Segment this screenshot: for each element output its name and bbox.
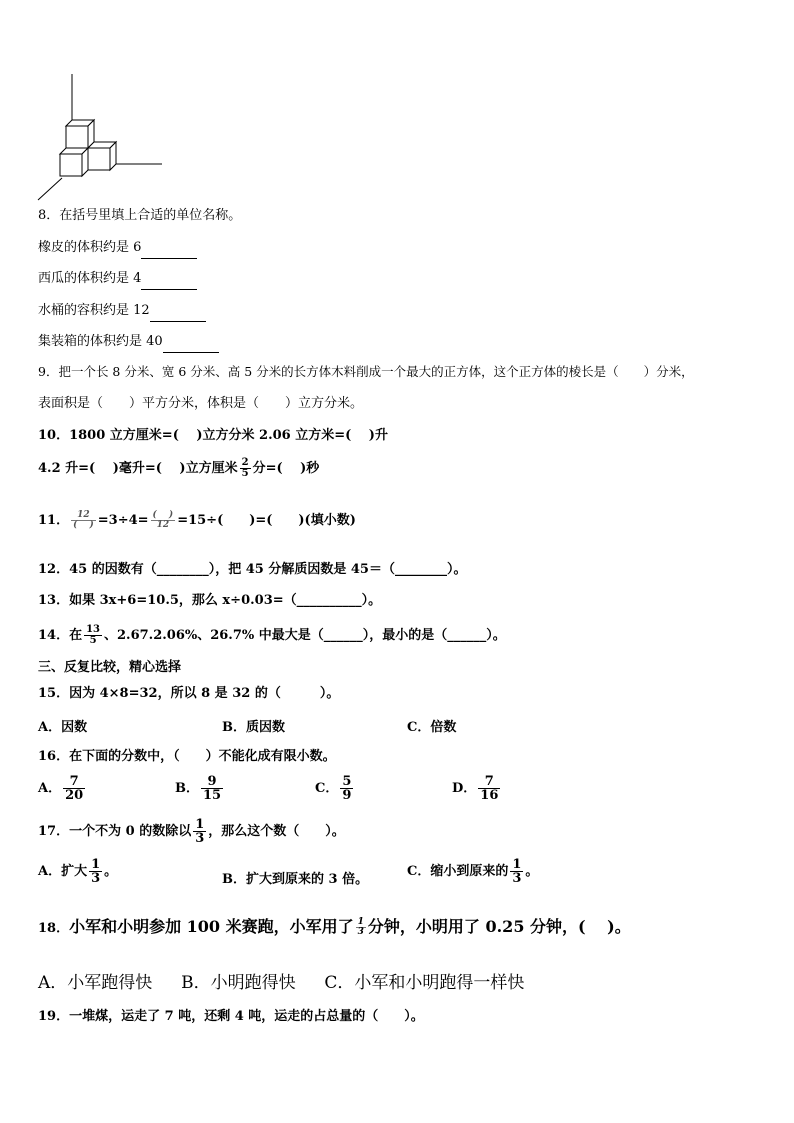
answer-blank[interactable] [150, 301, 206, 322]
q11-line: 11． $\frac{12}{( )}$ =3÷4= $\frac{( )}{12}$ =15÷( )=( )(填小数) [38, 510, 356, 530]
fraction: $\frac{1}{3}$ [512, 857, 522, 886]
q9-line1: 9．把一个长 8 分米、宽 6 分米、高 5 分米的长方体木料削成一个最大的正方体，这个正方体的棱长是（ ）分米， [38, 364, 694, 379]
option-b[interactable]: B．小明跑得快 [181, 973, 296, 993]
q9-line2: 表面积是（ ）平方分米，体积是（ ）立方分米。 [38, 396, 364, 411]
option-b[interactable]: B．扩大到原来的 3 倍。 [222, 872, 369, 887]
fraction: $\frac{13}{5}$ [86, 624, 101, 646]
option-b[interactable]: B． $\frac{9}{15}$ [175, 774, 222, 803]
answer-blank[interactable] [163, 332, 219, 353]
option-d[interactable]: D． $\frac{7}{16}$ [452, 774, 499, 803]
fraction: $\frac{7}{20}$ [65, 774, 84, 803]
q8-item: 西瓜的体积约是 4 [38, 269, 197, 290]
q10-line2: 4.2 升=( )毫升=( )立方厘米 $\frac{2}{5}$ 分=( )秒 [38, 457, 320, 479]
fraction: $\frac{12}{( )}$ [73, 510, 94, 530]
fraction: $\frac{1}{3}$ [195, 817, 205, 846]
q13-line: 13．如果 3x+6=10.5，那么 x÷0.03=（__________）。 [38, 593, 382, 608]
fraction: $\frac{5}{9}$ [342, 774, 352, 803]
q8-title: 8．在括号里填上合适的单位名称。 [38, 208, 242, 223]
option-b[interactable]: B．质因数 [222, 720, 285, 735]
q12-line: 12．45 的因数有（________），把 45 分解质因数是 45＝（________）。 [38, 562, 467, 577]
option-a[interactable]: A． $\frac{7}{20}$ [38, 774, 84, 803]
fraction: $\frac{( )}{12}$ [152, 510, 174, 530]
q8-item: 橡皮的体积约是 6 [38, 238, 197, 259]
q17-line: 17．一个不为 0 的数除以 $\frac{1}{3}$ ，那么这个数（ ）。 [38, 817, 345, 846]
option-c[interactable]: C．小军和小明跑得一样快 [324, 973, 525, 993]
fraction: $\frac{2}{5}$ [241, 457, 249, 479]
q19-line: 19．一堆煤，运走了 7 吨，还剩 4 吨，运走的占总量的（ ）。 [38, 1009, 424, 1024]
fraction: $\frac{9}{15}$ [203, 774, 222, 803]
option-a[interactable]: A．扩大 $\frac{1}{3}$ 。 [38, 857, 118, 886]
q15-line: 15．因为 4×8=32，所以 8 是 32 的（ ）。 [38, 686, 340, 701]
option-a[interactable]: A．因数 [38, 720, 88, 735]
q18-options [38, 968, 524, 993]
fraction: $\frac{7}{16}$ [480, 774, 499, 803]
fraction: $\frac{1}{3}$ [357, 917, 364, 937]
q16-line: 16．在下面的分数中，（ ）不能化成有限小数。 [38, 749, 336, 764]
q8-item: 集装箱的体积约是 40 [38, 332, 219, 353]
answer-blank[interactable] [141, 238, 197, 259]
answer-blank[interactable] [141, 269, 197, 290]
q10-line1: 10．1800 立方厘米=( )立方分米 2.06 立方米=( )升 [38, 428, 388, 443]
section-heading: 三、反复比较，精心选择 [38, 660, 182, 675]
option-c[interactable]: C．倍数 [407, 720, 457, 735]
option-c[interactable]: C． $\frac{5}{9}$ [315, 774, 352, 803]
q18-line: 18．小军和小明参加 100 米赛跑，小军用了 $\frac{1}{3}$ 分钟，小明用了 0.25 分钟，( )。 [38, 917, 631, 937]
option-a[interactable]: A．小军跑得快 [38, 973, 153, 993]
q8-item: 水桶的容积约是 12 [38, 301, 206, 322]
cube-figure [34, 74, 164, 202]
option-c[interactable]: C．缩小到原来的 $\frac{1}{3}$ 。 [407, 857, 539, 886]
q14-line: 14．在 $\frac{13}{5}$ 、2.67.2.06%、26.7% 中最大是（______），最小的是（______）。 [38, 624, 506, 646]
fraction: $\frac{1}{3}$ [91, 857, 101, 886]
